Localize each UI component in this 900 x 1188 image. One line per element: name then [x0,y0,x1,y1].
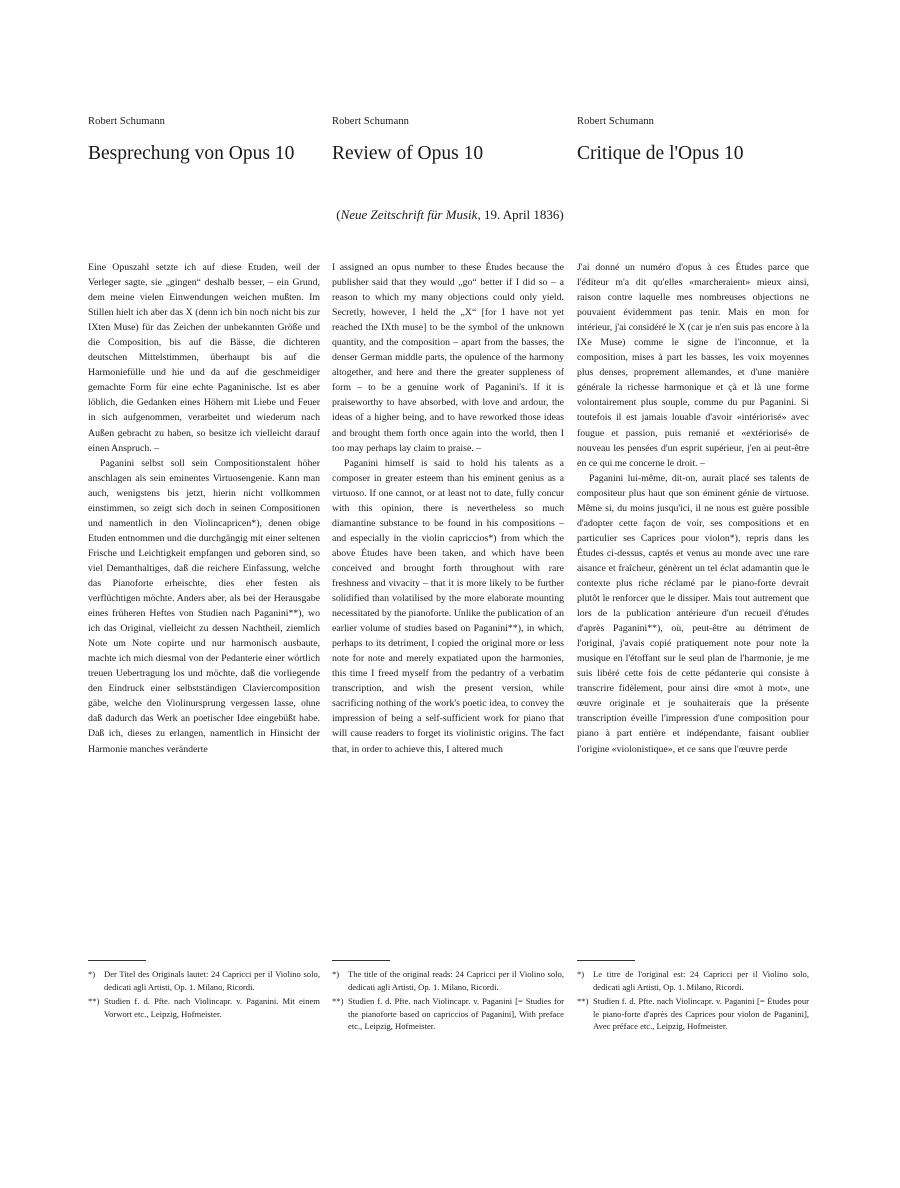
paragraph: Eine Opuszahl setzte ich auf diese Etuden, weil der Verleger sagte, sie „gingen“ deshalb besser, – ein Grund, dem meine vielen Einwendungen weichen mußten. Im Stillen hielt ich aber das X (denn ich bin noch nicht bis zur IXten Muse) für das Zeichen der unbekannten Größe und die Composition, bis auf die Bässe, die dichteren deutschen Mittelstimmen, überhaupt bis auf die Harmoniefülle und hie und da auf die geschmeidiger gemachte Form für eine echte Paganinische. Ist es aber löblich, die Gedanken eines Höhern mit Liebe und Feuer in sich aufgenommen, verarbeitet und wiederum nach Außen gebracht zu haben, so besitze ich vielleicht darauf einen Anspruch. – [88,262,320,454]
footnote-text: Studien f. d. Pfte. nach Violincapr. v. Paganini. Mit einem Vorwort etc., Leipzig, Hofmeister. [104,996,320,1019]
footnote-divider [332,960,390,961]
footnote-mark: *) [88,969,96,979]
author-de: Robert Schumann [88,116,166,127]
footnote-text: The title of the original reads: 24 Capricci per il Violino solo, dedicati agli Artisti, Op. 1. Milano, Ricordi. [348,969,564,992]
author-fr: Robert Schumann [577,116,655,127]
footnote [577,968,809,993]
paragraph: Paganini lui-même, dit-on, aurait placé ses talents de compositeur plus haut que son éminent génie de virtuose. Même si, du moins jusqu'ici, il ne nous est guère possible d'adopter cette façon de voir, ses compositions et en particulier ses Caprices pour violon*), repris dans les Études ci-dessus, captés et venus au monde avec une rare aisance et fraîcheur, génèrent un tel éclat adamantin que le contexte plus riche réclamé par le piano-forte devrait plutôt le renforcer que le dissiper. Mais tout autrement que lors de la publication antérieure d'un recueil d'études d'après Paganini**), où, peut-être au détriment de l'original, j'avais copié pratiquement note pour note la musique en l'étoffant sur le seul plan de l'harmonie, je me suis libéré cette fois de cette pédanterie qui consiste à transcrire fidèlement, pour ainsi dire «mot à mot», une œuvre originale et je souhaiterais que la présente transcription éveille l'impression d'une composition pour piano à part entière et indépendante, faisant oublier l'origine «violonistique», et ce sans que l'œuvre perde [577,472,809,755]
paragraph: Paganini himself is said to hold his talents as a composer in greater esteem than his eminent genius as a virtuoso. If one cannot, or at least not to date, fully concur with this opinion, there is nevertheless so much diamantine substance to be found in his compositions – and especially in the violin capriccios*) from which the above Études have been taken, and which have been conceived and brought forth throughout with rare freshness and vivacity – that it is more likely to be further solidified than volatilised by the more elaborate mounting necessitated by the pianoforte. Unlike the publication of an earlier volume of studies based on Paganini**), in which, perhaps to its detriment, I copied the original more or less note for note and merely expatiated upon the harmonies, this time I freed myself from the pedantry of a verbatim transcription, and wish the present version, while sacrificing nothing of the work's poetic idea, to convey the impression of being a self-sufficient work for piano that will cause readers to forget its violinistic origins. The fact that, in order to achieve this, I altered much [332,457,564,755]
title-de: Besprechung von Opus 10 [88,143,295,164]
footnote [577,995,809,1033]
footnote [332,995,564,1033]
body-text-en [332,260,564,900]
footnotes-en [332,968,564,1035]
footnote [88,995,320,1020]
title-en: Review of Opus 10 [332,143,484,164]
source-journal: Neue Zeitschrift für Musik [340,207,478,222]
title-fr: Critique de l'Opus 10 [577,143,744,164]
footnote [332,968,564,993]
footnote-divider [88,960,146,961]
footnote-mark: **) [88,996,100,1007]
footnote-mark: **) [577,996,589,1007]
source-citation: (Neue Zeitschrift für Musik, 19. April 1836) [336,207,564,222]
footnote-mark: *) [332,969,340,979]
body-text-de [88,260,320,900]
source-date: , 19. April 1836 [477,207,560,222]
author-en: Robert Schumann [332,116,410,127]
footnote-text: Studien f. d. Pfte. nach Violincapr. v. Paganini [= Studies for the pianoforte based on capriccios of Paganini], With preface etc., Leipzig, Hofmeister. [348,996,564,1032]
footnote [88,968,320,993]
footnote-mark: **) [332,996,344,1007]
footnotes-fr [577,968,809,1035]
footnote-divider [577,960,635,961]
paragraph: Paganini selbst soll sein Compositionstalent höher anschlagen als sein eminentes Virtuosengenie. Kann man auch, wenigstens bis jetzt, hierin nicht vollkommen einstimmen, so zeigt sich doch in seinen Compositionen und namentlich in den Violincapricen*), denen obige Etuden entnommen und die durchgängig mit einer seltenen Frische und Leichtigkeit empfangen und geboren sind, so viel Demanthaltiges, daß die reichere Einfassung, welche das Pianoforte erheischte, dies eher festen als verflüchtigen möchte. Anders aber, als bei der Herausgabe eines früheren Heftes von Studien nach Paganini**), wo ich das Original, vielleicht zu dessen Nachtheil, ziemlich Note um Note copirte und nur harmonisch ausbaute, machte ich mich diesmal von der Pedanterie einer wörtlich treuen Uebertragung los und möchte, daß die vorliegende den Eindruck einer selbstständigen Claviercomposition gäbe, welche den Violinursprung vergessen lasse, ohne daß dadurch das Werk an poetischer Idee eingebüßt habe. Daß ich, dieses zu erlangen, namentlich in Hinsicht der Harmonie manches veränderte [88,457,320,755]
paragraph: I assigned an opus number to these Études because the publisher said that they would „go“ better if I did so – a reason to which my many objections could only yield. Secretly, however, I held the „X“ [for I have not yet reached the IXth muse] to be the symbol of the unknown quantity, and the composition – apart from the basses, the denser German middle parts, the opulence of the harmony altogether, and here and there the greater suppleness of form – to be a genuine work of Paganini's. If it is praiseworthy to have absorbed, with love and ardour, the ideas of a higher being, and to have reworked those ideas and brought them forth once again into the world, then I too may perhaps lay claim to praise. – [332,262,564,454]
footnotes-de [88,968,320,1022]
paragraph: J'ai donné un numéro d'opus à ces Études parce que l'éditeur m'a dit qu'elles «marcheraient» mieux ainsi, raison contre laquelle mes nombreuses objections ne pouvaient évidemment pas tenir. Mais en mon for intérieur, j'ai considéré le X (car je n'en suis pas encore à la IXe Muse) comme le signe de l'inconnue, et la composition, mises à part les basses, les voix moyennes plus denses, proprement allemandes, et d'une manière générale la richesse harmonique et çà et là une forme volontairement plus souple, comme du pur Paganini. Si toutefois il est jamais louable d'avoir «intériorisé» avec fougue et passion, puis remanié et «extériorisé» de nouveau les pensées d'un esprit supérieur, j'en ai peut-être en ce qui me concerne le droit. – [577,262,809,469]
body-text-fr [577,260,809,900]
footnote-text: Le titre de l'original est: 24 Capricci per il Violino solo, dedicati agli Artisti, Op. 1. Milano, Ricordi. [593,969,809,992]
footnote-text: Der Titel des Originals lautet: 24 Capricci per il Violino solo, dedicati agli Artisti, Op. 1. Milano, Ricordi. [104,969,320,992]
footnote-text: Studien f. d. Pfte. nach Violincapr. v. Paganini [= Études pour le piano-forte d'après des Caprices pour violon de Paganini], Avec préface etc., Leipzig, Hofmeister. [593,996,809,1032]
footnote-mark: *) [577,969,585,979]
